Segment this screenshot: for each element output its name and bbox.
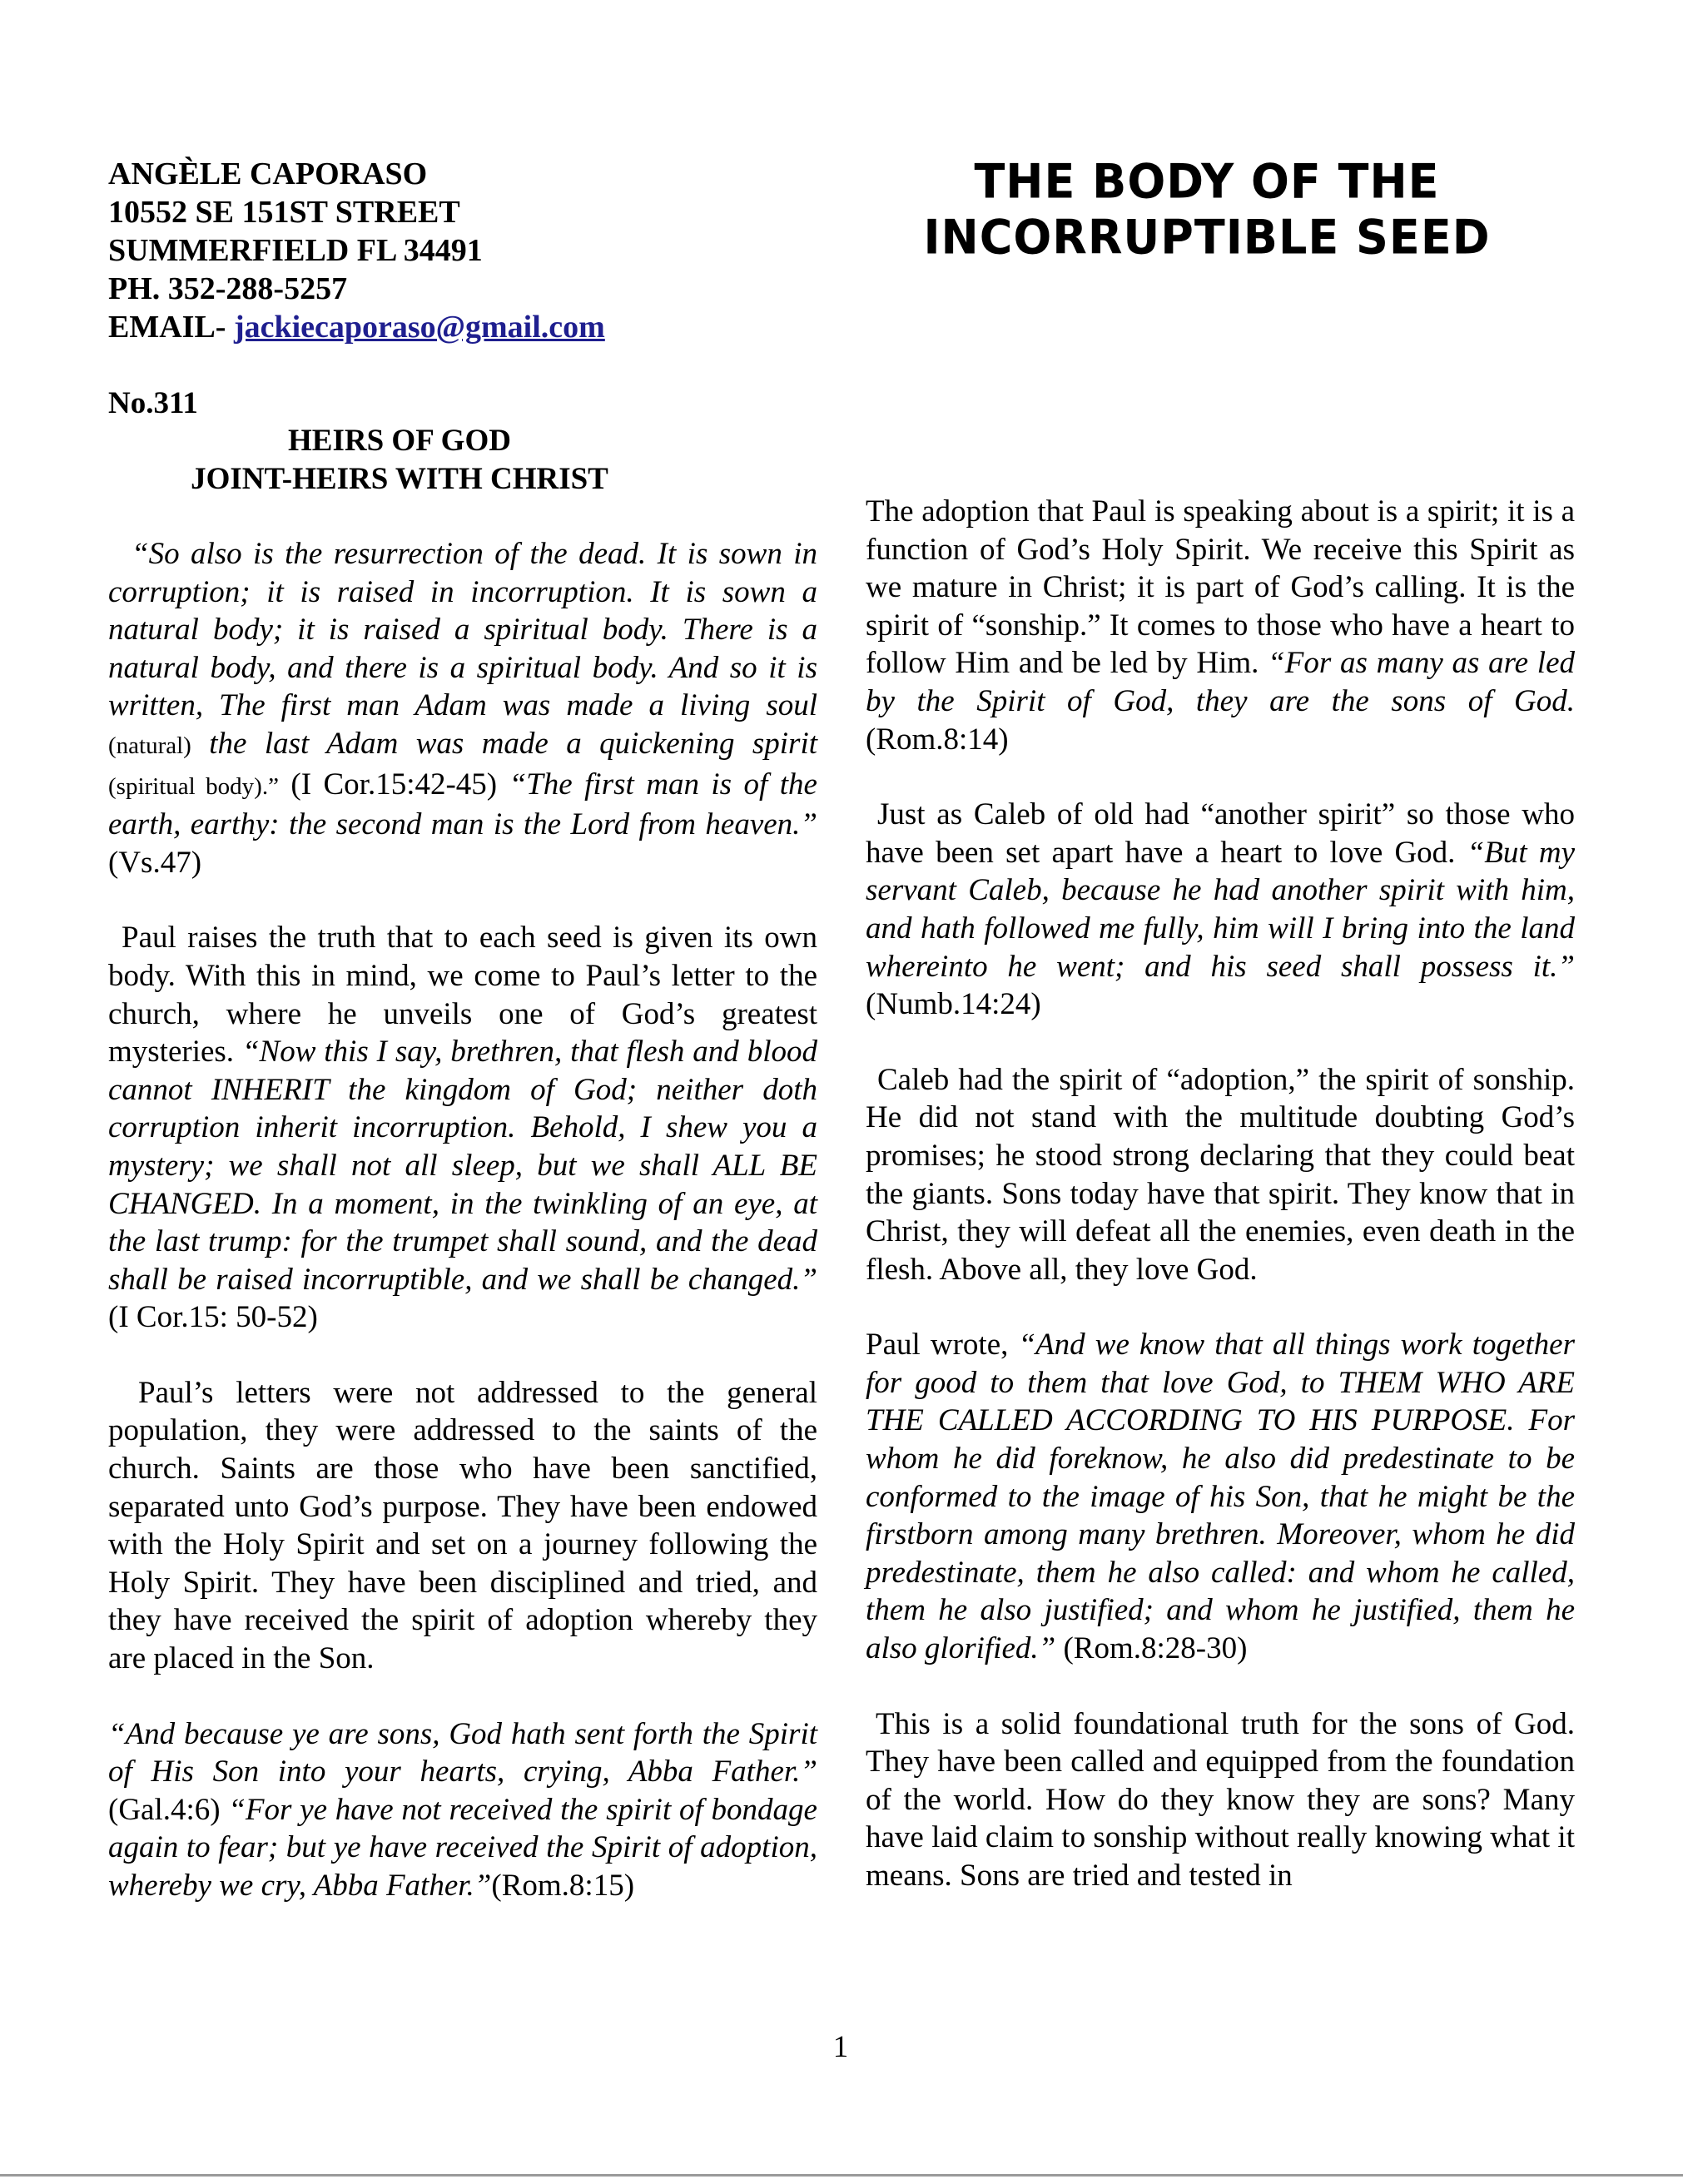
author-name: ANGÈLE CAPORASO <box>108 156 428 191</box>
email-label: EMAIL- <box>108 310 226 345</box>
body-text: Paul raises the truth that to each seed is given its own body. With this in mind, we come to Paul’s letter to the church, where he unveils one of God’s greatest mysteries. <box>108 921 817 1070</box>
quote-text: the last Adam was made a quickening spirit <box>191 726 817 761</box>
quote-text: “Now this I say, brethren, that flesh and blood cannot INHERIT the kingdom of God; neither doth corruption inherit incorruption. Behold, I shew you a mystery; we shall not all sleep, but we shall ALL BE CHANGED. In a moment, in the twinkling of an eye, at the last trump: for the trumpet shall sound, and the dead shall be raised incorruptible, and we shall be changed.” <box>108 1035 817 1297</box>
reference-text: (I Cor.15:42-45) <box>278 767 509 802</box>
heading-line-1: HEIRS OF GOD <box>288 424 511 458</box>
author-street: 10552 SE 151ST STREET <box>108 195 460 230</box>
quote-text: “But my servant Caleb, because he had another spirit with him, and hath followed me fully, him will I bring into the land whereinto he went; and his seed shall possess it.” <box>866 835 1575 984</box>
reference-text: (Numb.14:24) <box>866 987 1041 1022</box>
right-column <box>866 493 1575 1895</box>
section-heading <box>108 422 691 499</box>
reference-text: (Gal.4:6) <box>108 1792 229 1827</box>
reference-text: (Rom.8:14) <box>866 722 1009 757</box>
author-contact-block <box>108 155 741 346</box>
quote-text: “For ye have not received the spirit of bondage again to fear; but ye have received the Spirit of adoption, whereby we cry, Abba Father.” <box>108 1792 817 1903</box>
page-number: 1 <box>832 2030 849 2064</box>
note-text: (natural) <box>108 732 191 759</box>
author-phone: PH. 352-288-5257 <box>108 271 348 306</box>
left-paragraph-3 <box>108 1374 817 1678</box>
issue-number: No.311 <box>108 386 198 420</box>
left-paragraph-1 <box>108 535 817 881</box>
right-paragraph-4 <box>866 1326 1575 1667</box>
quote-text: “For as many as are led by the Spirit of God, they are the sons of God. <box>866 646 1576 718</box>
reference-text: (Rom.8:28-30) <box>1055 1631 1248 1666</box>
note-text: (spiritual body).” <box>108 772 279 800</box>
author-city: SUMMERFIELD FL 34491 <box>108 233 483 268</box>
right-paragraph-1 <box>866 493 1575 758</box>
left-paragraph-4 <box>108 1715 817 1905</box>
quote-text: “And we know that all things work together for good to them that love God, to THEM WHO ARE THE CALLED ACCORDING TO HIS PURPOSE. For whom he did foreknow, he also did predestinate to be conformed to the image of his Son, that he might be the firstborn among many brethren. Moreover, whom he did predestinate, them he also called: and whom he called, them he also justified; and whom he justified, them he also glorified.” <box>866 1328 1576 1666</box>
quote-text: “The first man is of the earth, earthy: the second man is the Lord from heaven.” <box>108 767 817 842</box>
body-text: Just as Caleb of old had “another spirit” so those who have been set apart have a heart to love God. <box>866 797 1575 870</box>
left-paragraph-2 <box>108 919 817 1337</box>
document-title <box>841 154 1573 266</box>
body-text: Caleb had the spirit of “adoption,” the spirit of sonship. He did not stand with the multitude doubting God’s promises; he stood strong declaring that they could beat the giants. Sons today have that spirit. They know that in Christ, they will defeat all the enemies, even death in the flesh. Above all, they love God. <box>866 1062 1575 1287</box>
title-line-2: INCORRUPTIBLE SEED <box>923 210 1491 266</box>
reference-text: (I Cor.15: 50-52) <box>108 1300 318 1335</box>
left-column <box>108 385 817 1905</box>
quote-text: “And because ye are sons, God hath sent forth the Spirit of His Son into your hearts, crying, Abba Father.” <box>108 1716 817 1789</box>
reference-text: (Vs.47) <box>108 845 202 880</box>
right-paragraph-2 <box>866 796 1575 1024</box>
author-email-line <box>108 308 741 346</box>
body-text: The adoption that Paul is speaking about is a spirit; it is a function of God’s Holy Spirit. We receive this Spirit as we mature in Christ; it is part of God’s calling. It is the spirit of “sonship.” It comes to those who have a heart to follow Him and be led by Him. <box>866 494 1575 681</box>
heading-line-2: JOINT-HEIRS WITH CHRIST <box>191 462 608 496</box>
body-text: Paul wrote, <box>866 1328 1019 1363</box>
right-paragraph-3 <box>866 1061 1575 1289</box>
right-paragraph-5 <box>866 1705 1575 1895</box>
title-line-1: THE BODY OF THE <box>974 153 1440 209</box>
quote-text: “So also is the resurrection of the dead. It is sown in corruption; it is raised in incorruption. It is sown a natural body; it is raised a spiritual body. There is a natural body, and there is a spiritual body. And so it is written, The first man Adam was made a living soul <box>108 537 817 723</box>
reference-text: (Rom.8:15) <box>491 1869 635 1903</box>
body-text: Paul’s letters were not addressed to the general population, they were addressed to the saints of the church. Saints are those who have been sanctified, separated unto God’s purpose. They have been endowed with the Holy Spirit and set on a journey following the Holy Spirit. They have been disciplined and tried, and they have received the spirit of adoption whereby they are placed in the Son. <box>108 1375 817 1676</box>
email-link[interactable]: jackiecaporaso@gmail.com <box>233 310 605 345</box>
body-text: This is a solid foundational truth for the sons of God. They have been called and equipped from the foundation of the world. How do they know they are sons? Many have laid claim to sonship without really knowing what it means. Sons are tried and tested in <box>866 1706 1575 1893</box>
page-bottom-divider <box>0 2174 1683 2177</box>
